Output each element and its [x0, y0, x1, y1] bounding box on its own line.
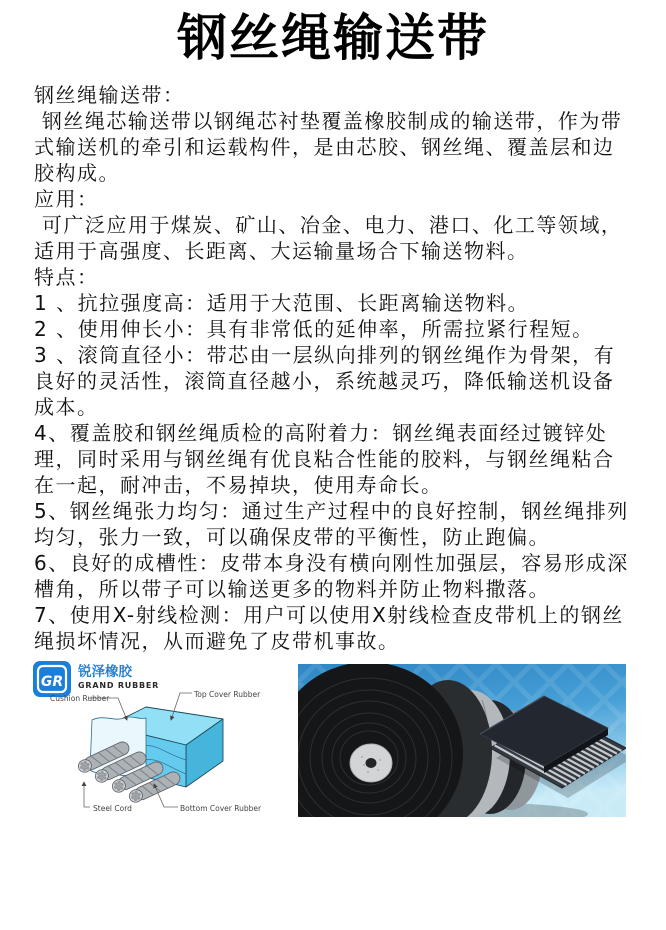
belt-structure-diagram: [30, 660, 298, 826]
feature-item: 5、钢丝绳张力均匀：通过生产过程中的良好控制，钢丝绳排列均匀，张力一致，可以确保皮带的平衡性，防止跑偏。: [34, 498, 629, 549]
conveyor-belt-photo-figure: [298, 664, 626, 817]
belt-structure-diagram-figure: [30, 660, 298, 826]
logo-name-cn: 锐泽橡胶: [78, 663, 132, 680]
figures-row: [0, 660, 666, 826]
intro-label: 钢丝绳输送带：: [34, 82, 185, 107]
label-steel-cord: Steel Cord: [93, 803, 132, 813]
logo-name-en: GRAND RUBBER: [78, 680, 160, 690]
application-paragraph: 可广泛应用于煤炭、矿山、冶金、电力、港口、化工等领域，适用于高强度、长距离、大运输量场合下输送物料。: [34, 212, 623, 263]
intro-paragraph: 钢丝绳芯输送带以钢绳芯衬垫覆盖橡胶制成的输送带，作为带式输送机的牵引和运载构件，是由芯胶、钢丝绳、覆盖层和边胶构成。: [34, 108, 623, 185]
conveyor-belt-photo: [298, 664, 626, 817]
label-bottom-cover-rubber: Bottom Cover Rubber: [180, 803, 262, 813]
feature-item: 4、覆盖胶和钢丝绳质检的高附着力：钢丝绳表面经过镀锌处理，同时采用与钢丝绳有优良粘合性能的胶料，与钢丝绳粘合在一起，耐冲击，不易掉块，使用寿命长。: [34, 420, 615, 497]
feature-item: 2 、使用伸长小：具有非常低的延伸率，所需拉紧行程短。: [34, 316, 594, 341]
logo-monogram: GR: [40, 673, 64, 690]
feature-item: 1 、抗拉强度高：适用于大范围、长距离输送物料。: [34, 290, 530, 315]
application-label: 应用：: [34, 186, 99, 211]
features-label: 特点：: [34, 264, 99, 289]
label-cushion-rubber: Cushion Rubber: [50, 693, 110, 703]
label-top-cover-rubber: Top Cover Rubber: [194, 689, 261, 699]
page-title: 钢丝绳输送带: [177, 9, 489, 67]
feature-item: 7、使用X-射线检测：用户可以使用X射线检查皮带机上的钢丝绳损坏情况，从而避免了皮带机事故。: [34, 602, 624, 653]
feature-item: 6、良好的成槽性：皮带本身没有横向刚性加强层，容易形成深槽角，所以带子可以输送更多的物料并防止物料撒落。: [34, 550, 629, 601]
document-body: [0, 82, 666, 654]
grand-rubber-logo-icon: [33, 661, 71, 697]
feature-item: 3 、滚筒直径小：带芯由一层纵向排列的钢丝绳作为骨架，有良好的灵活性，滚筒直径越小，系统越灵巧，降低输送机设备成本。: [34, 342, 616, 419]
